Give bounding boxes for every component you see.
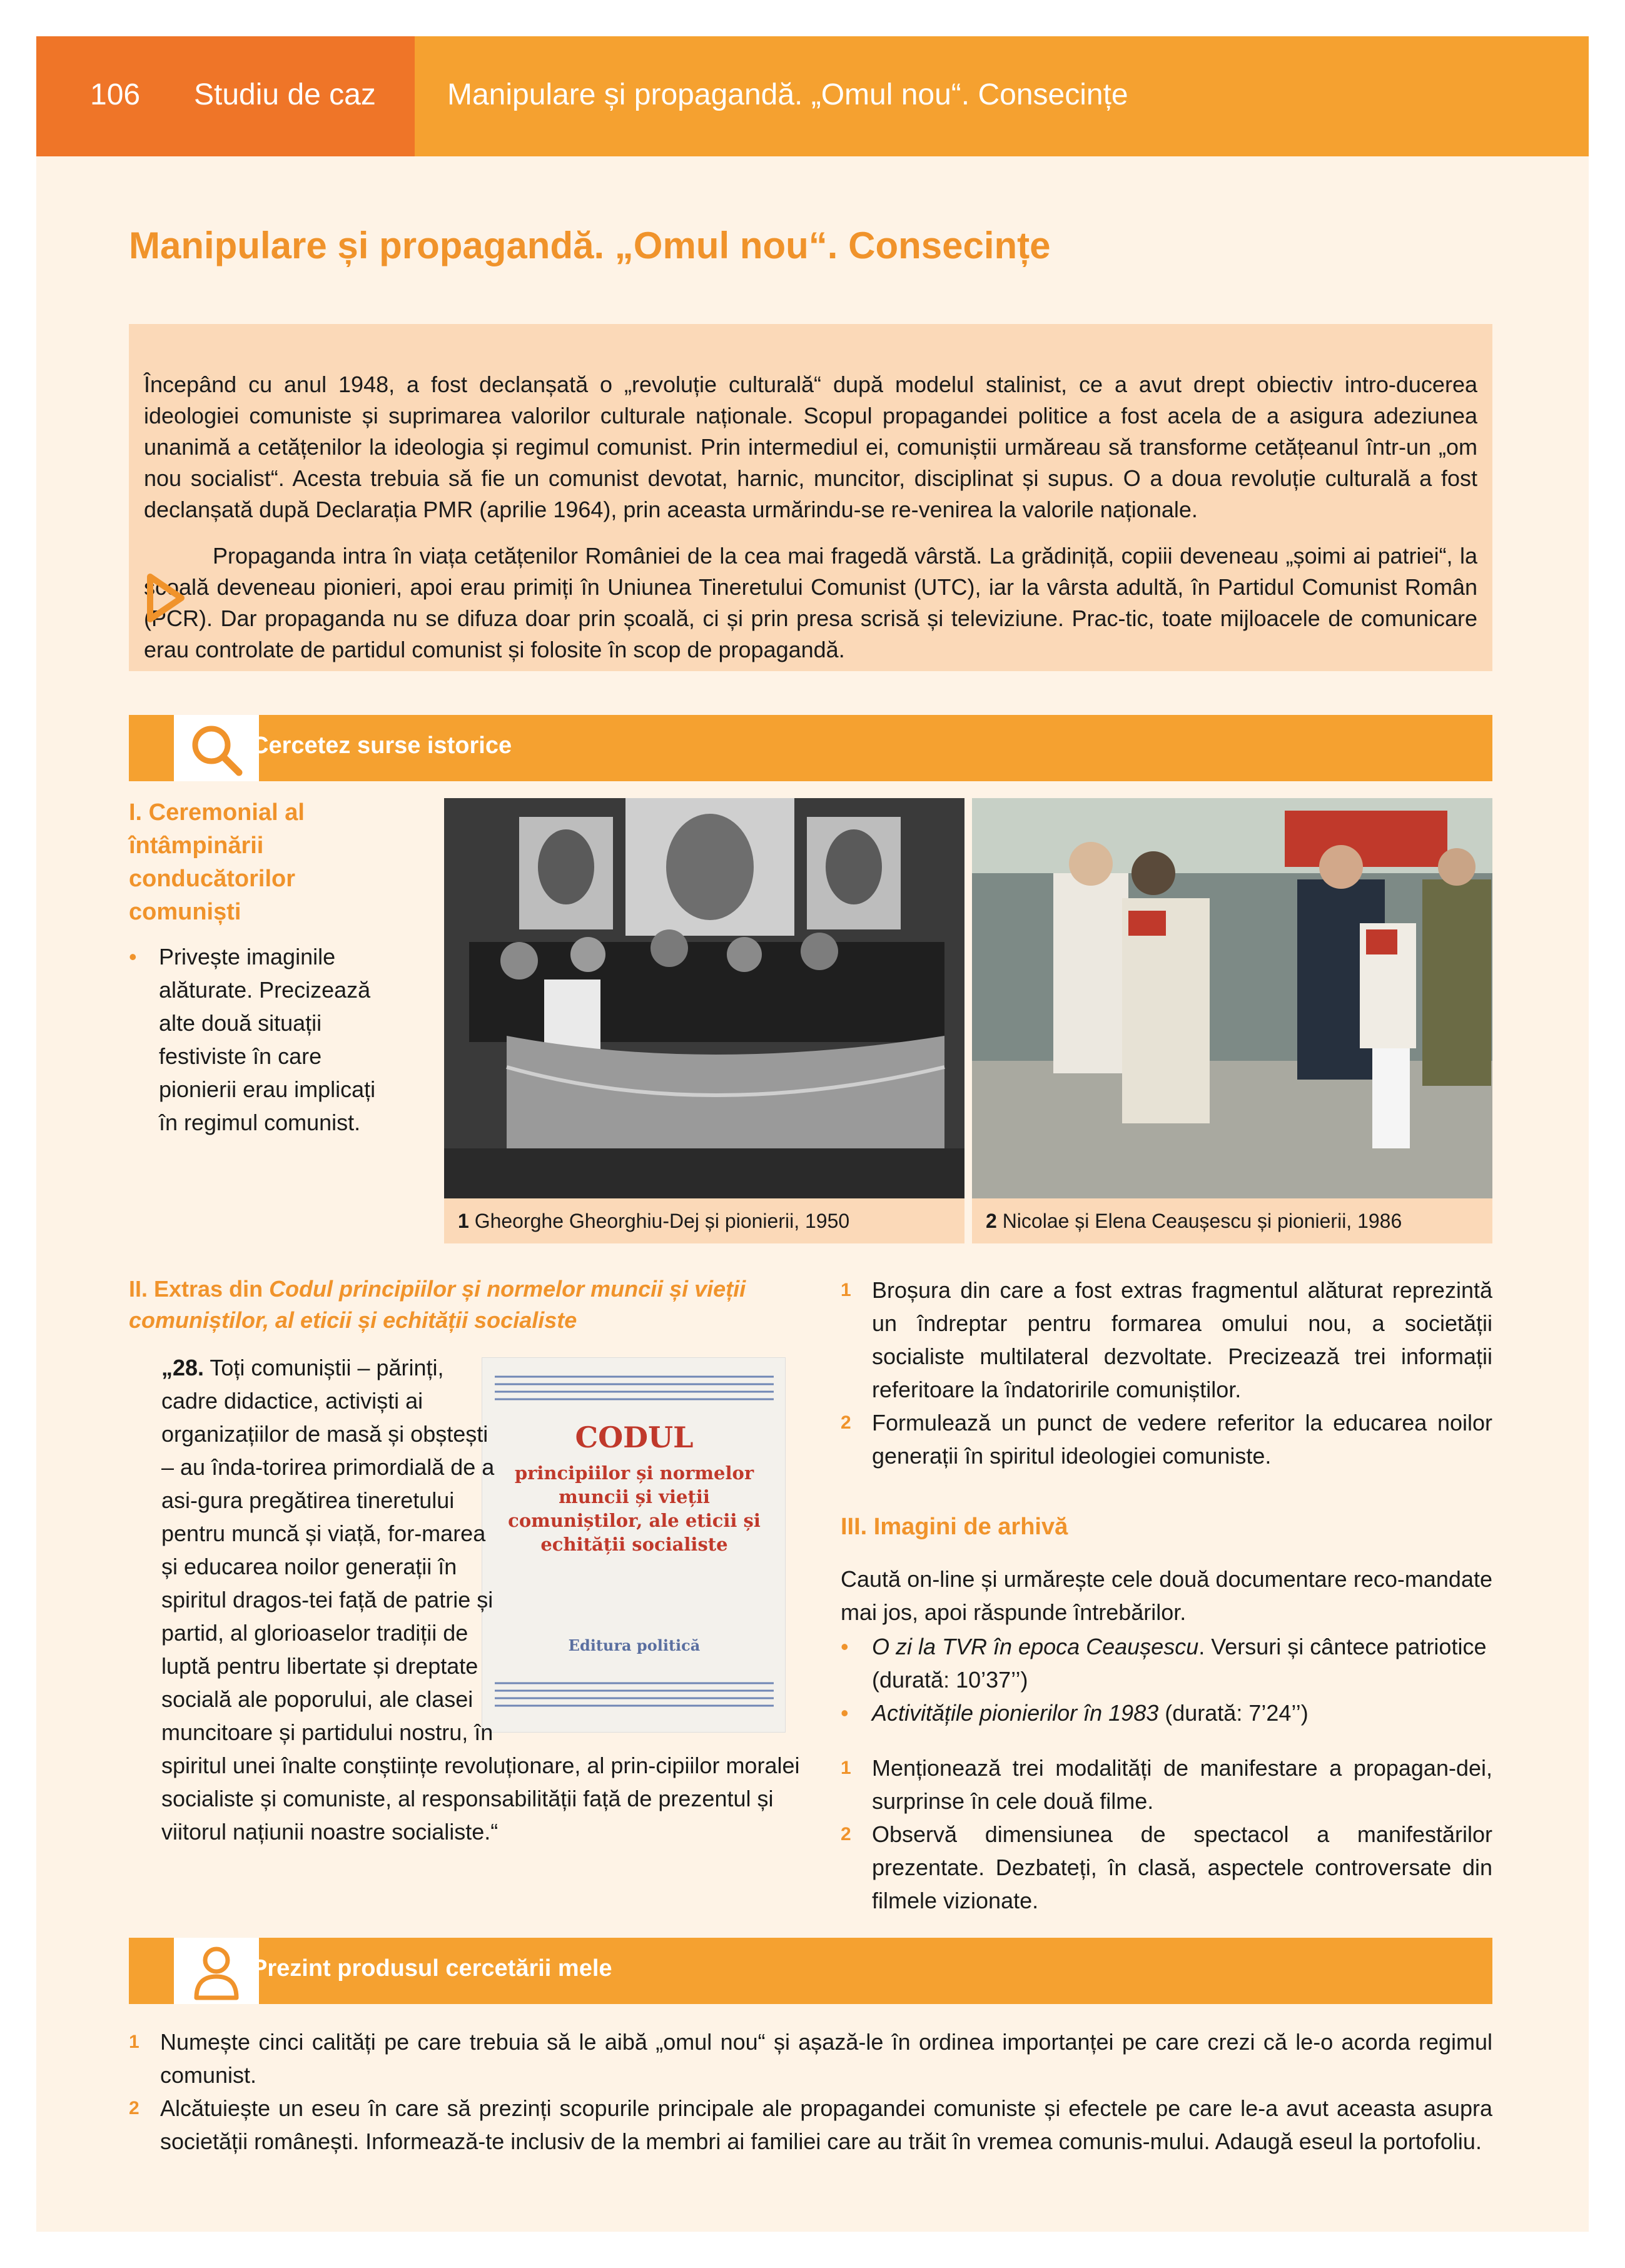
photo-ceausescu-pioneers xyxy=(972,798,1492,1198)
question-number: 1 xyxy=(841,1758,851,1778)
book-publisher: Editura politică xyxy=(568,1636,701,1654)
film-2-title: Activitățile pionierilor în 1983 xyxy=(872,1700,1159,1726)
photo2-caption xyxy=(972,1198,1492,1243)
source1-bullet xyxy=(129,940,392,1139)
film-list xyxy=(841,1630,1492,1729)
source3-question-2 xyxy=(841,1818,1492,1917)
photo2-number: 2 xyxy=(986,1210,997,1232)
film-1-text xyxy=(872,1630,1492,1696)
question-number: 2 xyxy=(841,1412,851,1433)
source2-heading xyxy=(129,1273,804,1336)
present-icon-box xyxy=(148,1938,259,2004)
film-2-text xyxy=(872,1696,1492,1729)
header-section: Studiu de caz xyxy=(194,78,376,111)
source3-heading: III. Imagini de arhivă xyxy=(841,1514,1068,1540)
film-1-title: O zi la TVR în epoca Ceaușescu xyxy=(872,1634,1199,1659)
research-bar-label: Cercetez surse istorice xyxy=(251,732,512,759)
book-subtitle: principiilor și normelor muncii și vieții comuniștilor, ale eticii și echității socialiste xyxy=(508,1462,761,1555)
source3-questions xyxy=(841,1751,1492,1917)
code-quote xyxy=(161,1351,817,1848)
film-1-details: . Versuri și cântece patriotice (durată: 10’37’’) xyxy=(872,1634,1487,1693)
research-bar xyxy=(129,715,1492,781)
source1-bullet-text: Privește imaginile alăturate. Precizează alte două situații festiviste în care pionierii erau implicați în regimul comunist. xyxy=(159,944,376,1135)
task-number: 2 xyxy=(129,2098,139,2119)
page-header xyxy=(36,36,1589,156)
photo1-caption-text: Gheorghe Gheorghiu-Dej și pionierii, 1950 xyxy=(474,1210,850,1232)
book-title: CODUL xyxy=(575,1420,694,1454)
task-text: Numește cinci calități pe care trebuia să le aibă „omul nou“ și așază-le în ordinea importanței pe care crezi că le-o acorda regimul comunist. xyxy=(160,2029,1492,2088)
question-text: Formulează un punct de vedere referitor la educarea noilor generații în spiritul ideologiei comuniste. xyxy=(872,1410,1492,1469)
source1-heading: I. Ceremonial al întâmpinării conducătorilor comuniști xyxy=(129,799,305,925)
source2-question-1 xyxy=(841,1273,1492,1406)
intro-paragraph-2: Propaganda intra în viața cetățenilor României de la cea mai fragedă vârstă. La grădiniță, copiii deveneau „șoimi ai patriei“, la școală deveneau pionieri, apoi erau primiți în Uniunea Tineretului Comunist (UTC), iar la vârsta adultă, în Partidul Comunist Român (PCR). Dar propaganda nu se difuza doar prin școală, ci și prin presa scrisă și televiziune. Prac-tic, toate mijloacele de comunicare erau controlate de partidul comunist și folosite în scop de propagandă. xyxy=(144,543,1477,662)
page xyxy=(36,36,1589,2232)
research-icon-box xyxy=(148,715,259,781)
present-bar xyxy=(129,1938,1492,2004)
photo-1-image xyxy=(444,798,964,1198)
question-number: 2 xyxy=(841,1824,851,1845)
final-task-2 xyxy=(129,2092,1492,2158)
task-number: 1 xyxy=(129,2032,139,2052)
bullet-dot: • xyxy=(841,1634,849,1659)
source2-questions xyxy=(841,1273,1492,1472)
intro-box xyxy=(129,324,1492,671)
film-item-1 xyxy=(841,1630,1492,1696)
question-text: Observă dimensiunea de spectacol a manifestărilor prezentate. Dezbateți, în clasă, aspectele controversate din filmele vizionate. xyxy=(872,1821,1492,1913)
quote-float-spacer xyxy=(498,1351,817,1726)
final-tasks xyxy=(129,2025,1492,2158)
photo-dej-pioneers xyxy=(444,798,964,1198)
final-task-1 xyxy=(129,2025,1492,2092)
photo1-number: 1 xyxy=(458,1210,469,1232)
photo2-caption-text: Nicolae și Elena Ceaușescu și pionierii, 1986 xyxy=(1002,1210,1402,1232)
play-icon xyxy=(145,573,185,623)
present-bar-label: Prezint produsul cercetării mele xyxy=(251,1955,612,1982)
question-number: 1 xyxy=(841,1280,851,1300)
bullet-dot: • xyxy=(129,944,137,969)
source3-intro: Caută on-line și urmărește cele două documentare reco-mandate mai jos, apoi răspunde întrebărilor. xyxy=(841,1566,1492,1625)
source2-heading-prefix: II. Extras din xyxy=(129,1276,270,1302)
photo-2-image xyxy=(972,798,1492,1198)
quote-number: „28. xyxy=(161,1355,205,1380)
source2-heading-italic: Codul principiilor și normelor muncii și vieții comuniștilor, al eticii și echității socialiste xyxy=(129,1276,746,1333)
page-number: 106 xyxy=(90,78,141,111)
film-item-2 xyxy=(841,1696,1492,1729)
photo1-caption xyxy=(444,1198,964,1243)
header-title: Manipulare și propagandă. „Omul nou“. Consecințe xyxy=(447,78,1128,111)
source2-question-2 xyxy=(841,1406,1492,1472)
question-text: Broșura din care a fost extras fragmentul alăturat reprezintă un îndreptar pentru formarea omului nou, a societății socialiste multilateral dezvoltate. Precizează trei informații referitoare la îndatoririle comuniștilor. xyxy=(872,1277,1492,1402)
bullet-dot: • xyxy=(841,1700,849,1726)
task-text: Alcătuiește un eseu în care să prezinți scopurile principale ale propagandei comuniste și efectele pe care le-a avut aceasta asupra societății românești. Informează-te inclusiv de la membri ai familiei care au trăit în vremea comunis-mului. Adaugă eseul la portofoliu. xyxy=(160,2095,1492,2154)
intro-paragraph-1: Începând cu anul 1948, a fost declanșată o „revoluție culturală“ după modelul stalinist, ce a avut drept obiectiv intro-ducerea ideologiei comuniste și suprimarea valorilor culturale naționale. Scopul propagandei politice a fost acela de a asigura adeziunea unanimă a cetățenilor la ideologia și regimul comunist. Prin intermediul ei, comuniștii urmăreau să transforme cetățeanul într-un „om nou socialist“. Acesta trebuia să fie un comunist devotat, harnic, muncitor, disciplinat și supus. O a doua revoluție culturală a fost declanșată după Declarația PMR (aprilie 1964), prin aceasta urmărindu-se re-venirea la valorile naționale. xyxy=(144,372,1477,522)
question-text: Menționează trei modalități de manifestare a propagan-dei, surprinse în cele două filme. xyxy=(872,1755,1492,1814)
quote-text: Toți comuniștii – părinți, cadre didactice, activiști ai organizațiilor de masă și obștești – au înda-torirea primordială de a asi-gura pregătirea tineretului pentru muncă și viață, for-marea și educarea noilor generații în spiritul dragos-tei față de patrie și partid, al glorioaselor tradiții de luptă pentru libertate și dreptate socială ale poporului, ale clasei muncitoare și partidului nostru, în spiritul unei înalte conștiințe revoluționare, al prin-cipiilor moralei socialiste și comuniste, al responsabilității față de prezentul și viitorul națiunii noastre socialiste.“ xyxy=(161,1355,800,1845)
person-icon xyxy=(185,1940,248,2003)
page-title: Manipulare și propagandă. „Omul nou“. Consecințe xyxy=(129,225,1051,266)
film-2-details: (durată: 7’24’’) xyxy=(1158,1700,1309,1726)
search-icon xyxy=(185,717,248,780)
source3-question-1 xyxy=(841,1751,1492,1818)
